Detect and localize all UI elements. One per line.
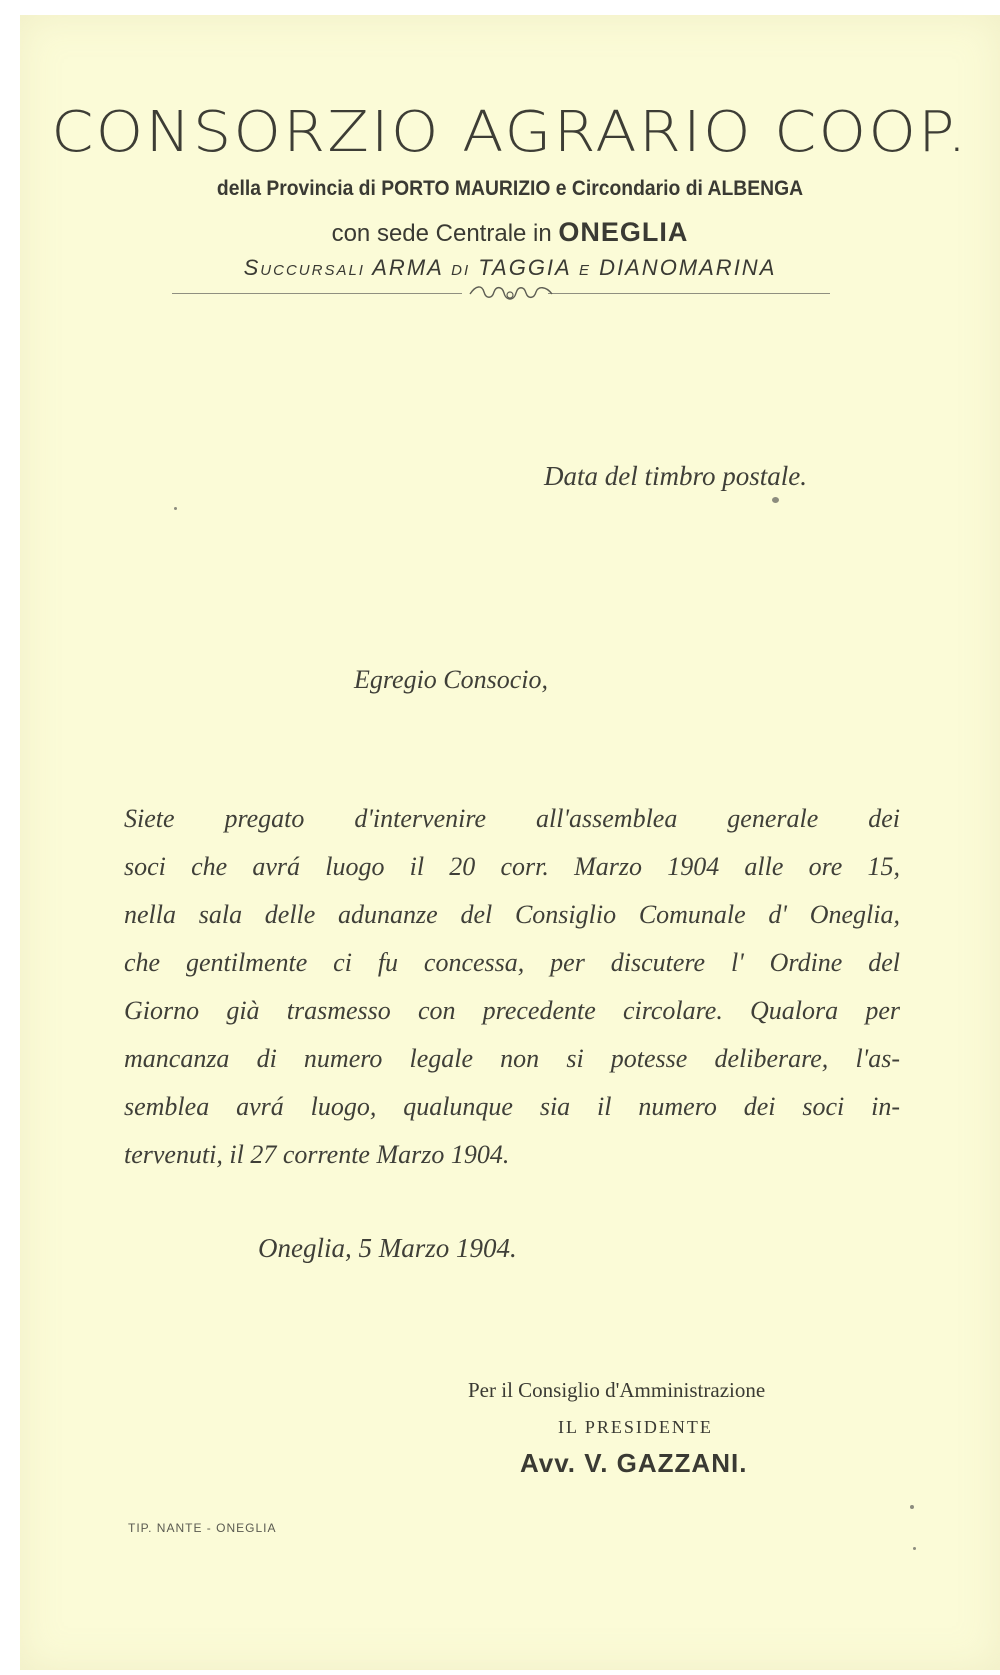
letterhead-province-line: della Provincia di PORTO MAURIZIO e Circondario di ALBENGA (216, 177, 804, 200)
letterhead-rule-right (548, 293, 830, 294)
body-line: nella sala delle adunanze del Consiglio Comunale d' Oneglia, (124, 900, 900, 929)
body-line: mancanza di numero legale non si potesse deliberare, l'as- (124, 1044, 900, 1073)
body-line: Giorno già trasmesso con precedente circolare. Qualora per (124, 996, 900, 1025)
place-and-date: Oneglia, 5 Marzo 1904. (258, 1233, 517, 1263)
body-line: che gentilmente ci fu concessa, per discutere l' Ordine del (124, 948, 900, 977)
letterhead-seat-prefix: con sede Centrale in (331, 220, 552, 247)
salutation: Egregio Consocio, (354, 665, 549, 694)
paper-speck (772, 497, 779, 503)
signature-name: Avv. V. GAZZANI. (520, 1448, 748, 1478)
body-line: soci che avrá luogo il 20 corr. Marzo 1904 alle ore 15, (124, 852, 900, 881)
paper-speck (910, 1505, 914, 1509)
ornament-flourish-icon (468, 283, 554, 305)
letter-body (124, 795, 900, 1179)
postmark-date-line: Data del timbro postale. (544, 461, 807, 491)
body-line: Siete pregato d'intervenire all'assemblea generale dei (124, 804, 900, 833)
body-line: tervenuti, il 27 corrente Marzo 1904. (124, 1140, 510, 1169)
letterhead-title: CONSORZIO AGRARIO COOP. (51, 100, 969, 165)
signature-board: Per il Consiglio d'Amministrazione (468, 1378, 766, 1402)
letterhead-rule-left (172, 293, 462, 294)
signature-role: IL PRESIDENTE (558, 1417, 713, 1437)
paper-speck (174, 507, 177, 510)
letterhead-branches: Succursali ARMA di TAGGIA e DIANOMARINA (243, 255, 777, 280)
letter-sheet (20, 15, 1000, 1670)
letterhead-seat-line (20, 217, 1000, 248)
printer-imprint: TIP. NANTE - ONEGLIA (128, 1521, 277, 1535)
body-line: semblea avrá luogo, qualunque sia il numero dei soci in- (124, 1092, 900, 1121)
letterhead-seat-city: ONEGLIA (558, 217, 689, 247)
paper-speck (913, 1547, 916, 1550)
